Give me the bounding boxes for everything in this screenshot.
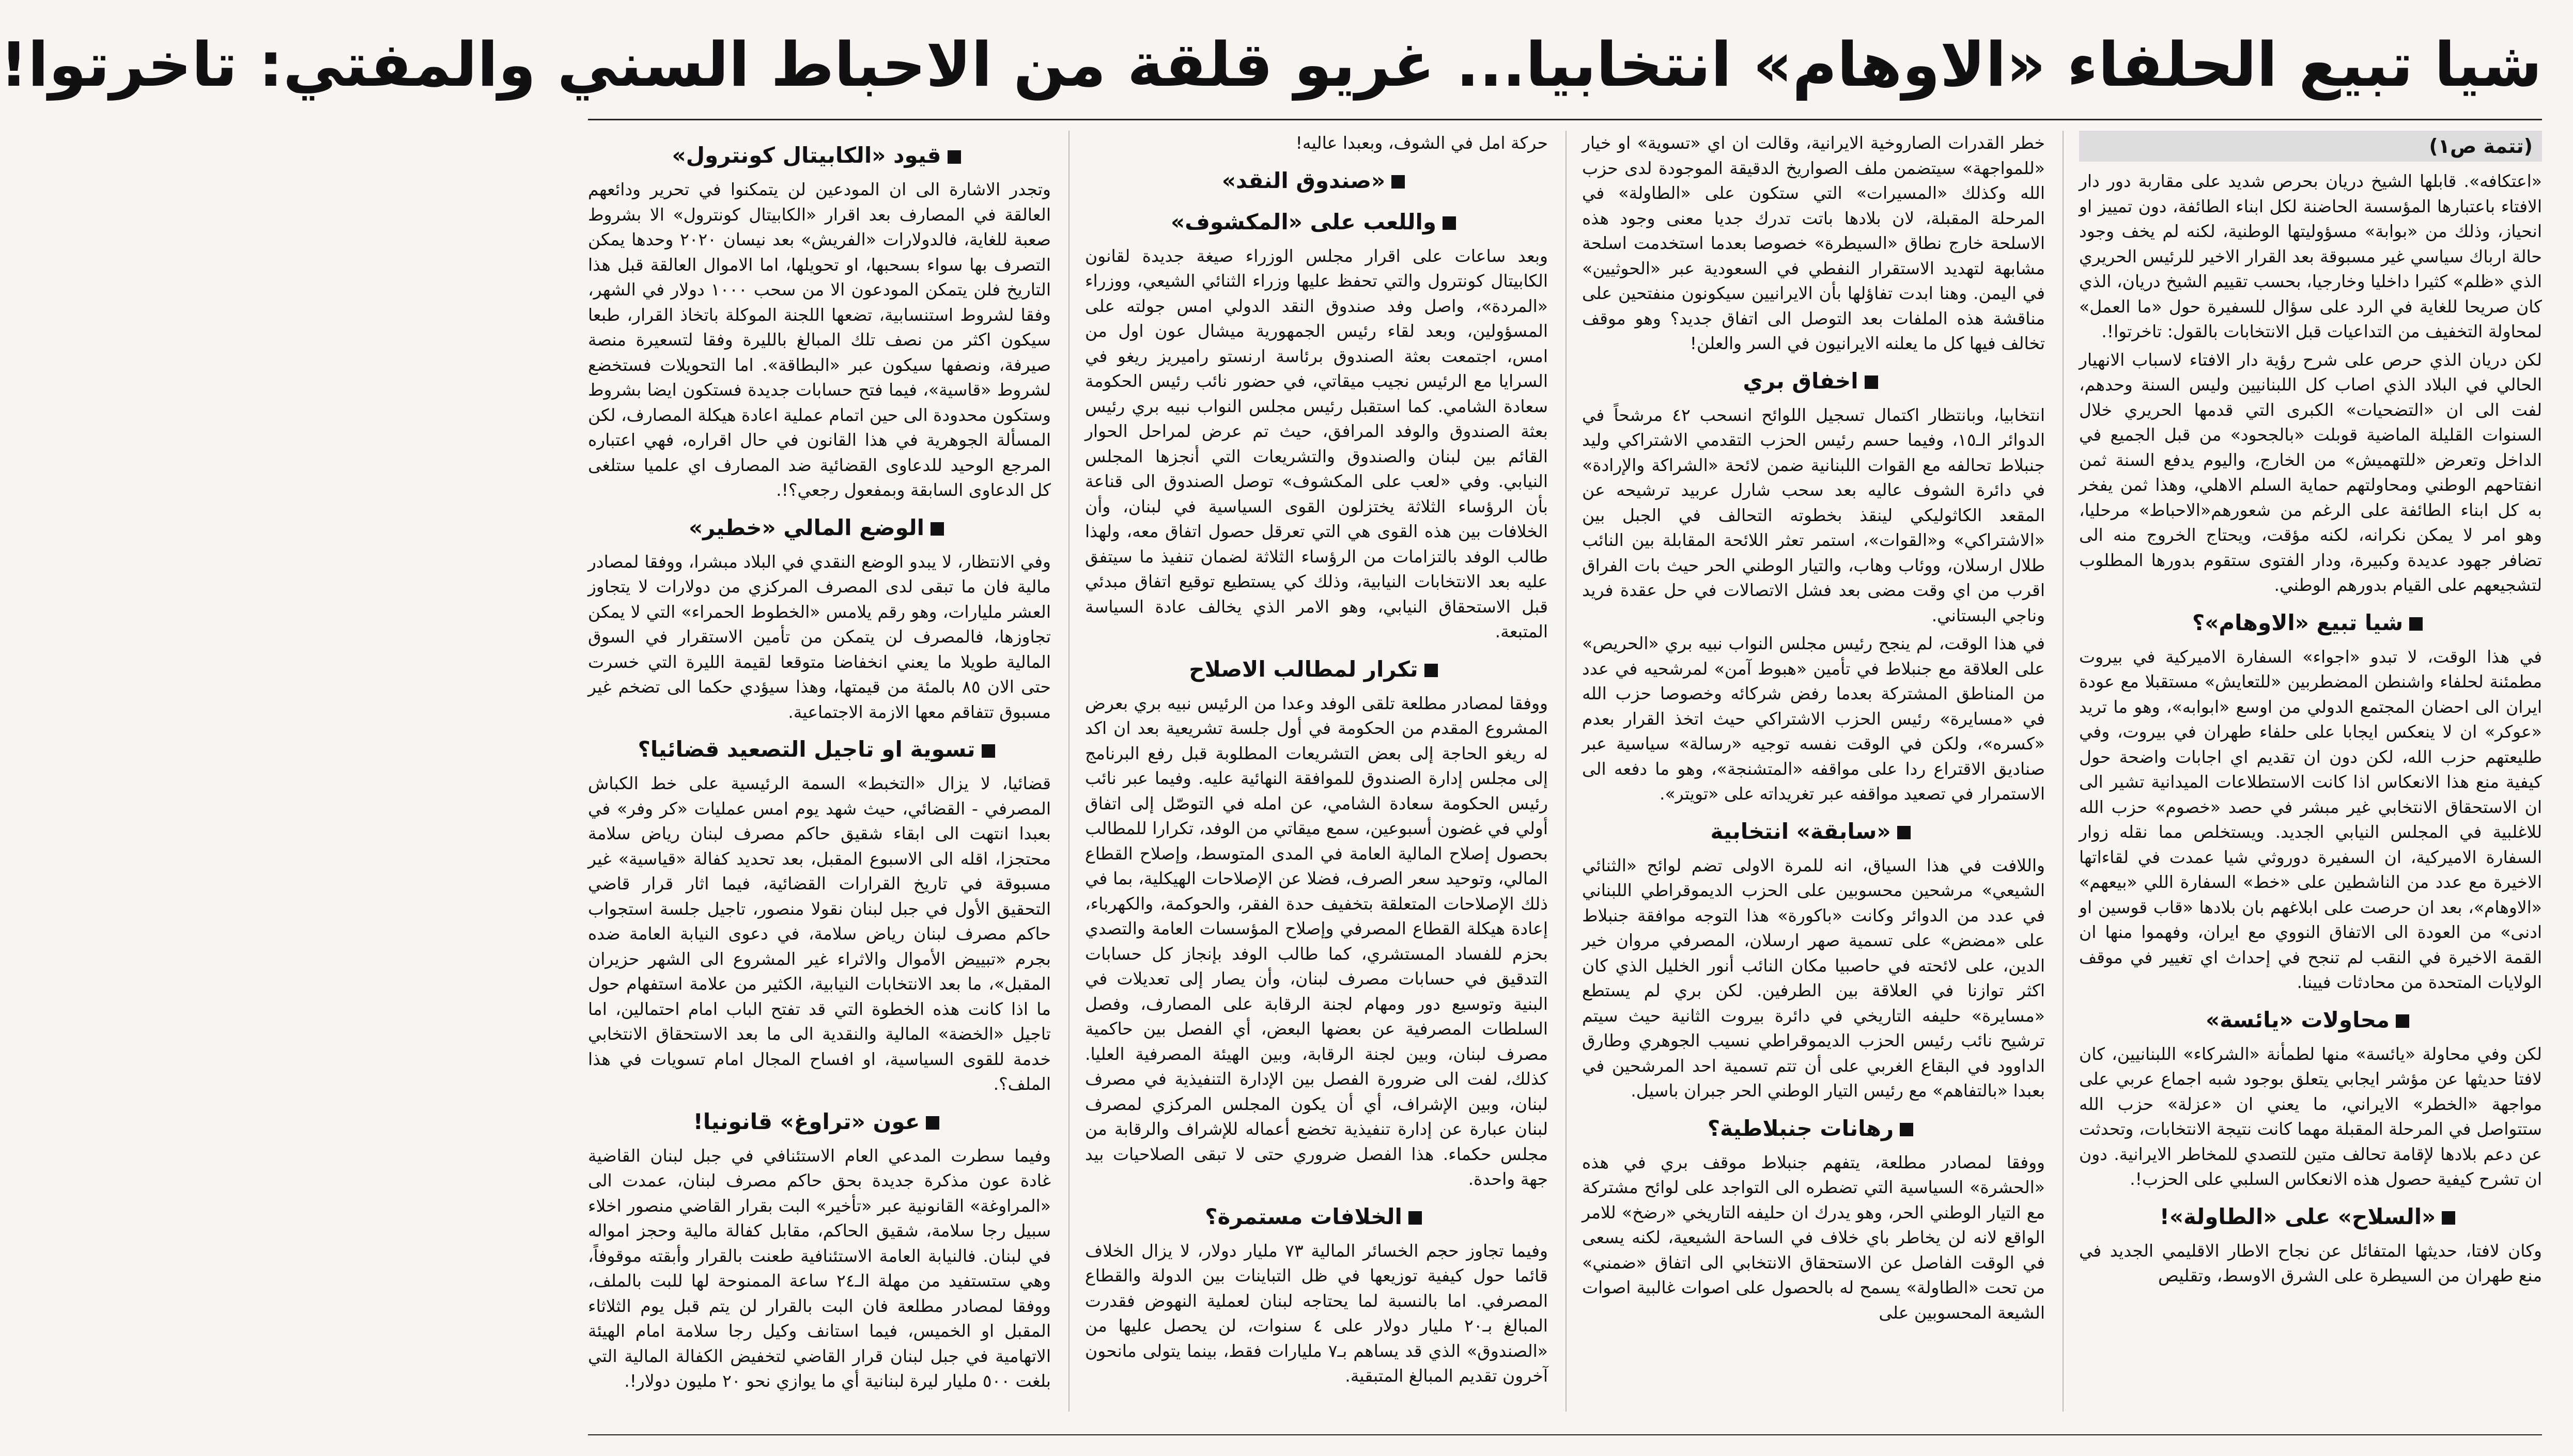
article-paragraph: في هذا الوقت، لا تبدو «اجواء» السفارة الاميركية في بيروت مطمئنة لحلفاء واشنطن المضطربين «للتعايش» مستقبلا مع عودة ايران الى احضان المجتمع الدولي من اوسع «ابوابه»، وهو ما تريد «عوكر» ان لا ينعكس ايجابا على حلفاء طهران في بيروت، وفي طليعتهم حزب الله، لكن دون ان تقديم اي اجابات واضحة حول كيفية منع هذا الانعكاس اذا كانت الاستطلاعات الميدانية تشير الى ان الاستحقاق الانتخابي غير مبشر في حصد «خصوم» حزب الله للاغلبية في المجلس النيابي الجديد. ويستخلص مما نقله زوار السفارة الاميركية، ان السفيرة دوروثي شيا عمدت في لقاءاتها الاخيرة مع عدد من الناشطين على «خط» السفارة اللي «بيعهم» «الاوهام»، بعد ان حرصت على ابلاغهم بان بلادها «قاب قوسين او ادنى» من العودة الى الاتفاق النووي مع ايران، وفهموا منها ان القمة الاخيرة في النقب لم تنجح في إحداث اي تغيير في موقف الولايات المتحدة من محادثات فيينا. [2079, 646, 2542, 992]
subheading-text: عون «تراوغ» قانونيا! [693, 1108, 920, 1134]
article-columns [588, 131, 2542, 1412]
article-paragraph: وفيما سطرت المدعي العام الاستئنافي في جبل لبنان القاضية غادة عون مذكرة جديدة بحق حاكم مصرف لبنان، عمدت الى «المراوغة» القانونية عبر «تأخير» البت بقرار القاضي منصور اخلاء سبيل رجا سلامة، شقيق الحاكم، مقابل كفالة مالية وحجز امواله في لبنان. فالنيابة العامة الاستئنافية طعنت بالقرار وأبقته موقوفاً، وهي ستستفيد من مهلة الـ٢٤ ساعة الممنوحة لها للبت بالملف، ووفقا لمصادر مطلعة فان البت بالقرار لن يتم قبل يوم الثلاثاء المقبل او الخميس، فيما استانف وكيل رجا سلامة امام الهيئة الاتهامية في جبل لبنان قرار القاضي لتخفيض الكفالة المالية التي بلغت ٥٠٠ مليار ليرة لبنانية أي ما يوازي نحو ٢٠ مليون دولار!. [588, 1145, 1051, 1391]
section-subheading [2079, 606, 2542, 639]
subheading-text: شيا تبيع «الاوهام»؟ [2192, 609, 2404, 635]
section-subheading [588, 139, 1051, 172]
square-bullet-icon [948, 150, 961, 164]
article-column-3 [1068, 131, 1548, 1412]
square-bullet-icon [1424, 664, 1438, 677]
headline-divider [588, 119, 2542, 120]
page-headline: شيا تبيع الحلفاء «الاوهام» انتخابيا... غريو قلقة من الاحباط السني والمفتي: تاخرتوا! [0, 29, 2542, 100]
section-subheading [1085, 164, 1548, 197]
subheading-text: اخفاق بري [1743, 368, 1858, 394]
section-subheading [2079, 1004, 2542, 1037]
square-bullet-icon [1408, 1211, 1422, 1225]
article-paragraph: وفيما تجاوز حجم الخسائر المالية ٧٣ مليار دولار، لا يزال الخلاف قائما حول كيفية توزيعها في ظل التباينات بين الدولة والقطاع المصرفي. اما بالنسبة لما يحتاجه لبنان لعملية النهوض فقدرت المبالغ بـ٢٠ مليار دولار على ٤ سنوات، لن يحصل عليها من «الصندوق» الذي قد يساهم بـ٧ مليارات فقط، بينما يتولى مانحون آخرون تقديم المبالغ المتبقية. [1085, 1240, 1548, 1386]
section-subheading [588, 511, 1051, 544]
article-paragraph: انتخابيا، وبانتظار اكتمال تسجيل اللوائح انسحب ٤٢ مرشحاً في الدوائر الـ١٥، وفيما حسم رئيس الحزب التقدمي الاشتراكي وليد جنبلاط تحالفه مع القوات اللبنانية ضمن لائحة «الشراكة والإرادة» في دائرة الشوف عاليه بعد سحب شارل عربيد ترشيحه عن المقعد الكاثوليكي لينقذ بخطوته التحالف في الجبل بين «الاشتراكي» و«القوات»، استمر تعثر اللائحة المقابلة بين النائب طلال ارسلان، ووئاب وهاب، والتيار الوطني الحر حيث بات الفراق اقرب من اي وقت مضى بعد فشل الاتصالات في حل عقدة فريد وناجي البستاني. [1582, 404, 2045, 625]
section-subheading [588, 733, 1051, 766]
article-paragraph: وبعد ساعات على اقرار مجلس الوزراء صيغة جديدة لقانون الكابيتال كونترول والتي تحفظ عليها وزراء الثنائي الشيعي، ووزراء «المردة»، واصل وفد صندوق النقد الدولي امس جولته على المسؤولين، وبعد لقاء رئيس الجمهورية ميشال عون اول من امس، اجتمعت بعثة الصندوق برئاسة ارنستو راميريز ريغو في السرايا مع الرئيس نجيب ميقاتي، في حضور نائب رئيس الحكومة سعادة الشامي. كما استقبل رئيس مجلس النواب نبيه بري رئيس بعثة الصندوق والوفد المرافق، حيث تم عرض لمراحل الحوار القائم بين لبنان والصندوق والتشريعات التي أنجزها المجلس النيابي. وفي «لعب على المكشوف» توصل الصندوق الى قناعة بأن الرؤساء الثلاثة يختزلون القوى السياسية في لبنان، وأن الخلافات بين هذه القوى هي التي تعرقل حصول اتفاق معه، ولهذا طالب الوفد بالتزامات من الرؤساء الثلاثة لضمان تنفيذ ما سيتفق عليه بعد الانتخابات النيابية، وذلك كي يستطيع توقيع اتفاق مبدئي قبل الاستحقاق النيابي، وهو الامر الذي يخالف عادة السياسة المتبعة. [1085, 245, 1548, 641]
article-paragraph: حركة امل في الشوف، وبعبدا عاليه! [1295, 133, 1548, 153]
subheading-text: محاولات «يائسة» [2205, 1007, 2390, 1032]
section-subheading [588, 1105, 1051, 1138]
article-paragraph: واللافت في هذا السياق، انه للمرة الاولى تضم لوائح «الثنائي الشيعي» مرشحين محسوبين على الحزب الديموقراطي اللبناني في عدد من الدوائر وكانت «باكورة» هذا التوجه موافقة جنبلاط على «مضض» على تسمية صهر ارسلان، المصرفي مروان خير الدين، على لائحته في حاصبيا مكان النائب أنور الخليل الذي كان اكثر توازنا في العلاقة بين الطرفين. لكن بري لم يستطع «مسايرة» حليفه التاريخي في دائرة بيروت الثانية حيث سيتم ترشيح نائب رئيس الحزب الديموقراطي نسيب الجوهري وطارق الداوود في البقاع الغربي على أن تتم تسمية احد المرشحين في بعبدا «بالتفاهم» مع رئيس التيار الوطني الحر جبران باسيل. [1582, 855, 2045, 1101]
square-bullet-icon [1900, 1123, 1913, 1136]
square-bullet-icon [926, 1116, 939, 1130]
section-subheading [1582, 1112, 2045, 1145]
subheading-text: الخلافات مستمرة؟ [1205, 1203, 1402, 1229]
article-column-2 [1566, 131, 2045, 1412]
article-paragraph: لكن دريان الذي حرص على شرح رؤية دار الافتاء لاسباب الانهيار الحالي في البلاد الذي اصاب كل اللبنانيين وليس السنة وحدهم، لفت الى ان «التضحيات» الكبرى التي قدمها الحريري خلال السنوات القليلة الماضية قوبلت «بالجحود» من قبل الجميع في الداخل وتعرض «للتهميش» من الخارج، واليوم يدفع السنة ثمن انفتاحهم الوطني ومحاولتهم حماية السلم الاهلي، وهذا ثمن يفخر به كل ابناء الطائفة على الرغم من شعورهم«الاحباط» مرحليا، وهو امر لا يمكن نكرانه، لكنه مؤقت، ويحتاج الخروج منه الى تضافر جهود عديدة وكبيرة، ودار الفتوى ستقوم بدورها المطلوب لتشجيعهم على القيام بدورهم الوطني. [2079, 349, 2542, 595]
square-bullet-icon [1865, 375, 1878, 389]
article-paragraph: وفي الانتظار، لا يبدو الوضع النقدي في البلاد مبشرا، ووفقا لمصادر مالية فان ما تبقى لدى المصرف المركزي من دولارات لا يتجاوز العشر مليارات، وهو رقم يلامس «الخطوط الحمراء» التي لا يمكن تجاوزها، فالمصرف لن يتمكن من تأمين الاستقرار في السوق المالية طويلا ما يعني انخفاضا متوقعا لقيمة الليرة التي خسرت حتى الان ٨٥ بالمئة من قيمتها، وهذا سيؤدي حكما الى تضخم غير مسبوق تتفاقم معها الازمة الاجتماعية. [588, 551, 1051, 722]
article-paragraph: في هذا الوقت، لم ينجح رئيس مجلس النواب نبيه بري «الحريص» على العلاقة مع جنبلاط في تأمين «هبوط آمن» لمرشحيه في عدد من المناطق المشتركة بعدما رفض شركائه وخصوصا حزب الله في «مسايرة» رئيس الحزب الاشتراكي حيث اتخذ القرار بعدم «كسره»، ولكن في الوقت نفسه توجيه «رسالة» سياسية عبر صناديق الاقتراع ردا على مواقفه «المتشنجة»، وهو ما دفعه الى الاستمرار في تصعيد مواقفه عبر تغريداته على «تويتر». [1582, 633, 2045, 804]
subheading-text: رهانات جنبلاطية؟ [1707, 1115, 1894, 1141]
subheading-text: واللعب على «المكشوف» [1170, 209, 1437, 234]
subheading-text: «سابقة» انتخابية [1710, 818, 1891, 844]
subheading-text: تسوية او تاجيل التصعيد قضائيا؟ [638, 737, 975, 762]
section-subheading [2079, 1200, 2542, 1233]
section-subheading [1085, 1200, 1548, 1233]
article-paragraph: لكن وفي محاولة «يائسة» منها لطمأنة «الشركاء» اللبنانيين، كان لافتا حديثها عن مؤشر ايجابي يتعلق بوجود شبه اجماع عربي على مواجهة «الخطر» الايراني، ما يعني ان «عزلة» حزب الله ستتواصل في المرحلة المقبلة مهما كانت نتيجة الانتخابات، وتحدثت عن دعم بلادها لإقامة تحالف متين للتصدي للمخاطر الايرانية. دون ان تشرح كيفية حصول هذه الانعكاس السلبي على الحزب!. [2079, 1043, 2542, 1189]
article-paragraph: ووفقا لمصادر مطلعة تلقى الوفد وعدا من الرئيس نبيه بري بعرض المشروع المقدم من الحكومة في أول جلسة تشريعية بعد ان اكد له ريغو الحاجة إلى بعض التشريعات المطلوبة قبل رفع البرنامج إلى مجلس إدارة الصندوق للموافقة النهائية عليه. وفيما عبر نائب رئيس الحكومة سعادة الشامي، عن امله في التوصّل إلى اتفاق أولي في غضون أسبوعين، سمع ميقاتي من الوفد، تكرارا للمطالب بحصول إصلاح المالية العامة في المدى المتوسط، وإصلاح القطاع المالي، وتوحيد سعر الصرف، فضلا عن الإصلاحات الهيكلية، بما في ذلك الإصلاحات المتعلقة بتخفيف حدة الفقر، والحوكمة، والكهرباء، إعادة هيكلة القطاع المصرفي وإصلاح المؤسسات العامة والتصدي بحزم للفساد المستشري، كما طالب الوفد بإنجاز كل حسابات التدقيق في حسابات مصرف لبنان، وأن يصار إلى تعديلات في البنية وتوسيع دور ومهام لجنة الرقابة على المصارف، وفصل السلطات المصرفية عن بعضها البعض، أي الفصل بين حاكمية مصرف لبنان، وبين لجنة الرقابة، وبين الهيئة المصرفية العليا. كذلك، لفت الى ضرورة الفصل بين الإدارة التنفيذية في مصرف لبنان، وبين الإشراف، أي أن يكون المجلس المركزي لمصرف لبنان عبارة عن إدارة تنفيذية تخضع أعماله للإشراف والرقابة من مجلس حكماء. هذا الفصل ضروري حتى لا تبقى الصلاحيات بيد جهة واحدة. [1085, 693, 1548, 1189]
square-bullet-icon [1897, 826, 1911, 839]
subheading-text: «صندوق النقد» [1221, 167, 1386, 193]
article-paragraph: خطر القدرات الصاروخية الايرانية، وقالت ان اي «تسوية» او خيار «للمواجهة» سيتضمن ملف الصواريخ الدقيقة الموجودة لدى حزب الله وكذلك «المسيرات» التي ستكون على «الطاولة» في المرحلة المقبلة، لان بلادها باتت تدرك جديا معنى وجود هذه الاسلحة خارج نطاق «السيطرة» خصوصا بعدما استخدمت اسلحة مشابهة لتهديد الاستقرار النفطي في السعودية عبر «الحوثيين» في اليمن. وهنا ابدت تفاؤلها بأن الايرانيين سيكونون منفتحين على مناقشة هذه الملفات بعد التوصل الى اتفاق جديد؟ وهو موقف تخالف فيها كل ما يعلنه الايرانيون في السر والعلن! [1582, 133, 2045, 353]
square-bullet-icon [2396, 1014, 2409, 1028]
square-bullet-icon [2409, 617, 2423, 631]
subheading-text: «السلاح» على «الطاولة»! [2159, 1203, 2436, 1229]
square-bullet-icon [931, 522, 944, 536]
article-paragraph: وكان لافتا، حديثها المتفائل عن نجاح الاطار الاقليمي الجديد في منع طهران من السيطرة على الشرق الاوسط، وتقليص [2079, 1240, 2542, 1286]
subheading-text: قيود «الكابيتال كونترول» [672, 143, 941, 168]
bottom-divider [588, 1434, 2542, 1435]
subheading-text: تكرار لمطالب الاصلاح [1189, 656, 1418, 682]
article-column-1 [2063, 131, 2542, 1412]
square-bullet-icon [1443, 216, 1456, 230]
article-paragraph: قضائيا، لا يزال «التخبط» السمة الرئيسية على خط الكباش المصرفي - القضائي، حيث شهد يوم امس عمليات «كر وفر» في بعبدا انتهت الى ابقاء شقيق حاكم مصرف لبنان رياض سلامة محتجزا، اقله الى الاسبوع المقبل، بعد تحديد كفالة «قياسية» غير مسبوقة في تاريخ القرارات القضائية، فيما اثار قرار قاضي التحقيق الأول في جبل لبنان نقولا منصور، تاجيل جلسة استجواب حاكم مصرف لبنان رياض سلامة، في دعوى النيابة العامة ضده بجرم «تبييض الأموال والاثراء غير المشروع الى الشهر حزيران المقبل»، ما بعد الانتخابات النيابية، الكثير من علامة استفهام حول ما اذا كانت هذه الخطوة التي قد تفتح الباب امام احتمالين، اما تاجيل «الخضة» المالية والنقدية الى ما بعد الاستحقاق الانتخابي خدمة للقوى السياسية، او افساح المجال امام تسويات في هذا الملف؟. [588, 773, 1051, 1094]
square-bullet-icon [982, 744, 995, 758]
section-subheading [1085, 206, 1548, 239]
article-paragraph: ووفقا لمصادر مطلعة، يتفهم جنبلاط موقف بري في هذه «الحشرة» السياسية التي تضطره الى التواجد على لوائح مشتركة مع التيار الوطني الحر، وهو يدرك ان حليفه التاريخي «رضخ» للامر الواقع لانه لن يخاطر باي خلاف في الساحة الشيعية، لكنه يسعى في الوقت الفاصل عن الاستحقاق الانتخابي الى اتفاق «ضمني» من تحت «الطاولة» يسمح له بالحصول على اصوات غالبية اصوات الشيعة المحسوبين على [1582, 1152, 2045, 1323]
section-subheading [1582, 815, 2045, 848]
article-paragraph: «اعتكافه». قابلها الشيخ دريان بحرص شديد على مقاربة دور دار الافتاء باعتبارها المؤسسة الحاضنة لكل ابناء الطائفة، دون تمييز او انحياز، وذلك من «بوابة» مسؤوليتها الوطنية، لكنه لم يخف وجود حالة ارباك سياسي غير مسبوقة بعد القرار الاخير للرئيس الحريري الذي «ظلم» كثيرا داخليا وخارجيا، بحسب تقييم الشيخ دريان، الذي كان صريحا للغاية في الرد على سؤال للسفيرة حول «ما العمل» لمحاولة التخفيف من التداعيات قبل الانتخابات بالقول: تاخرتوا!. [2079, 171, 2542, 341]
section-subheading [1085, 653, 1548, 686]
subheading-text: الوضع المالي «خطير» [688, 514, 925, 540]
square-bullet-icon [1391, 175, 1405, 189]
section-subheading [1582, 365, 2045, 398]
square-bullet-icon [2442, 1211, 2455, 1225]
continuation-label: (تتمة ص١) [2079, 131, 2542, 162]
article-column-4 [588, 131, 1051, 1412]
article-paragraph: وتجدر الاشارة الى ان المودعين لن يتمكنوا في تحرير ودائعهم العالقة في المصارف بعد اقرار «الكابيتال كونترول» الا بشروط صعبة للغاية، فالدولارات «الفريش» بعد نيسان ٢٠٢٠ وحدها يمكن التصرف بها سواء بسحبها، او تحويلها، اما الاموال العالقة قبل هذا التاريخ فلن يتمكن المودعون الا من سحب ١٠٠٠ دولار في الشهر، وفقا لشروط استنسابية، تضعها اللجنة الموكلة باتخاذ القرار، طبعا سيكون اكثر من نصف تلك المبالغ بالليرة وفقا لتسعيرة منصة صيرفة، ونصفها سيكون عبر «البطاقة». اما التحويلات فستخضع لشروط «قاسية»، فيما فتح حسابات جديدة فستكون ايضا بشروط وستكون محدودة الى حين اتمام عملية اعادة هيكلة المصارف، لكن المسألة الجوهرية في هذا القانون في حال اقراره، فهي اعتباره المرجع الوحيد للدعاوى القضائية ضد المصارف اي علميا ستلغى كل الدعاوى السابقة وبمفعول رجعي؟!. [588, 179, 1051, 500]
